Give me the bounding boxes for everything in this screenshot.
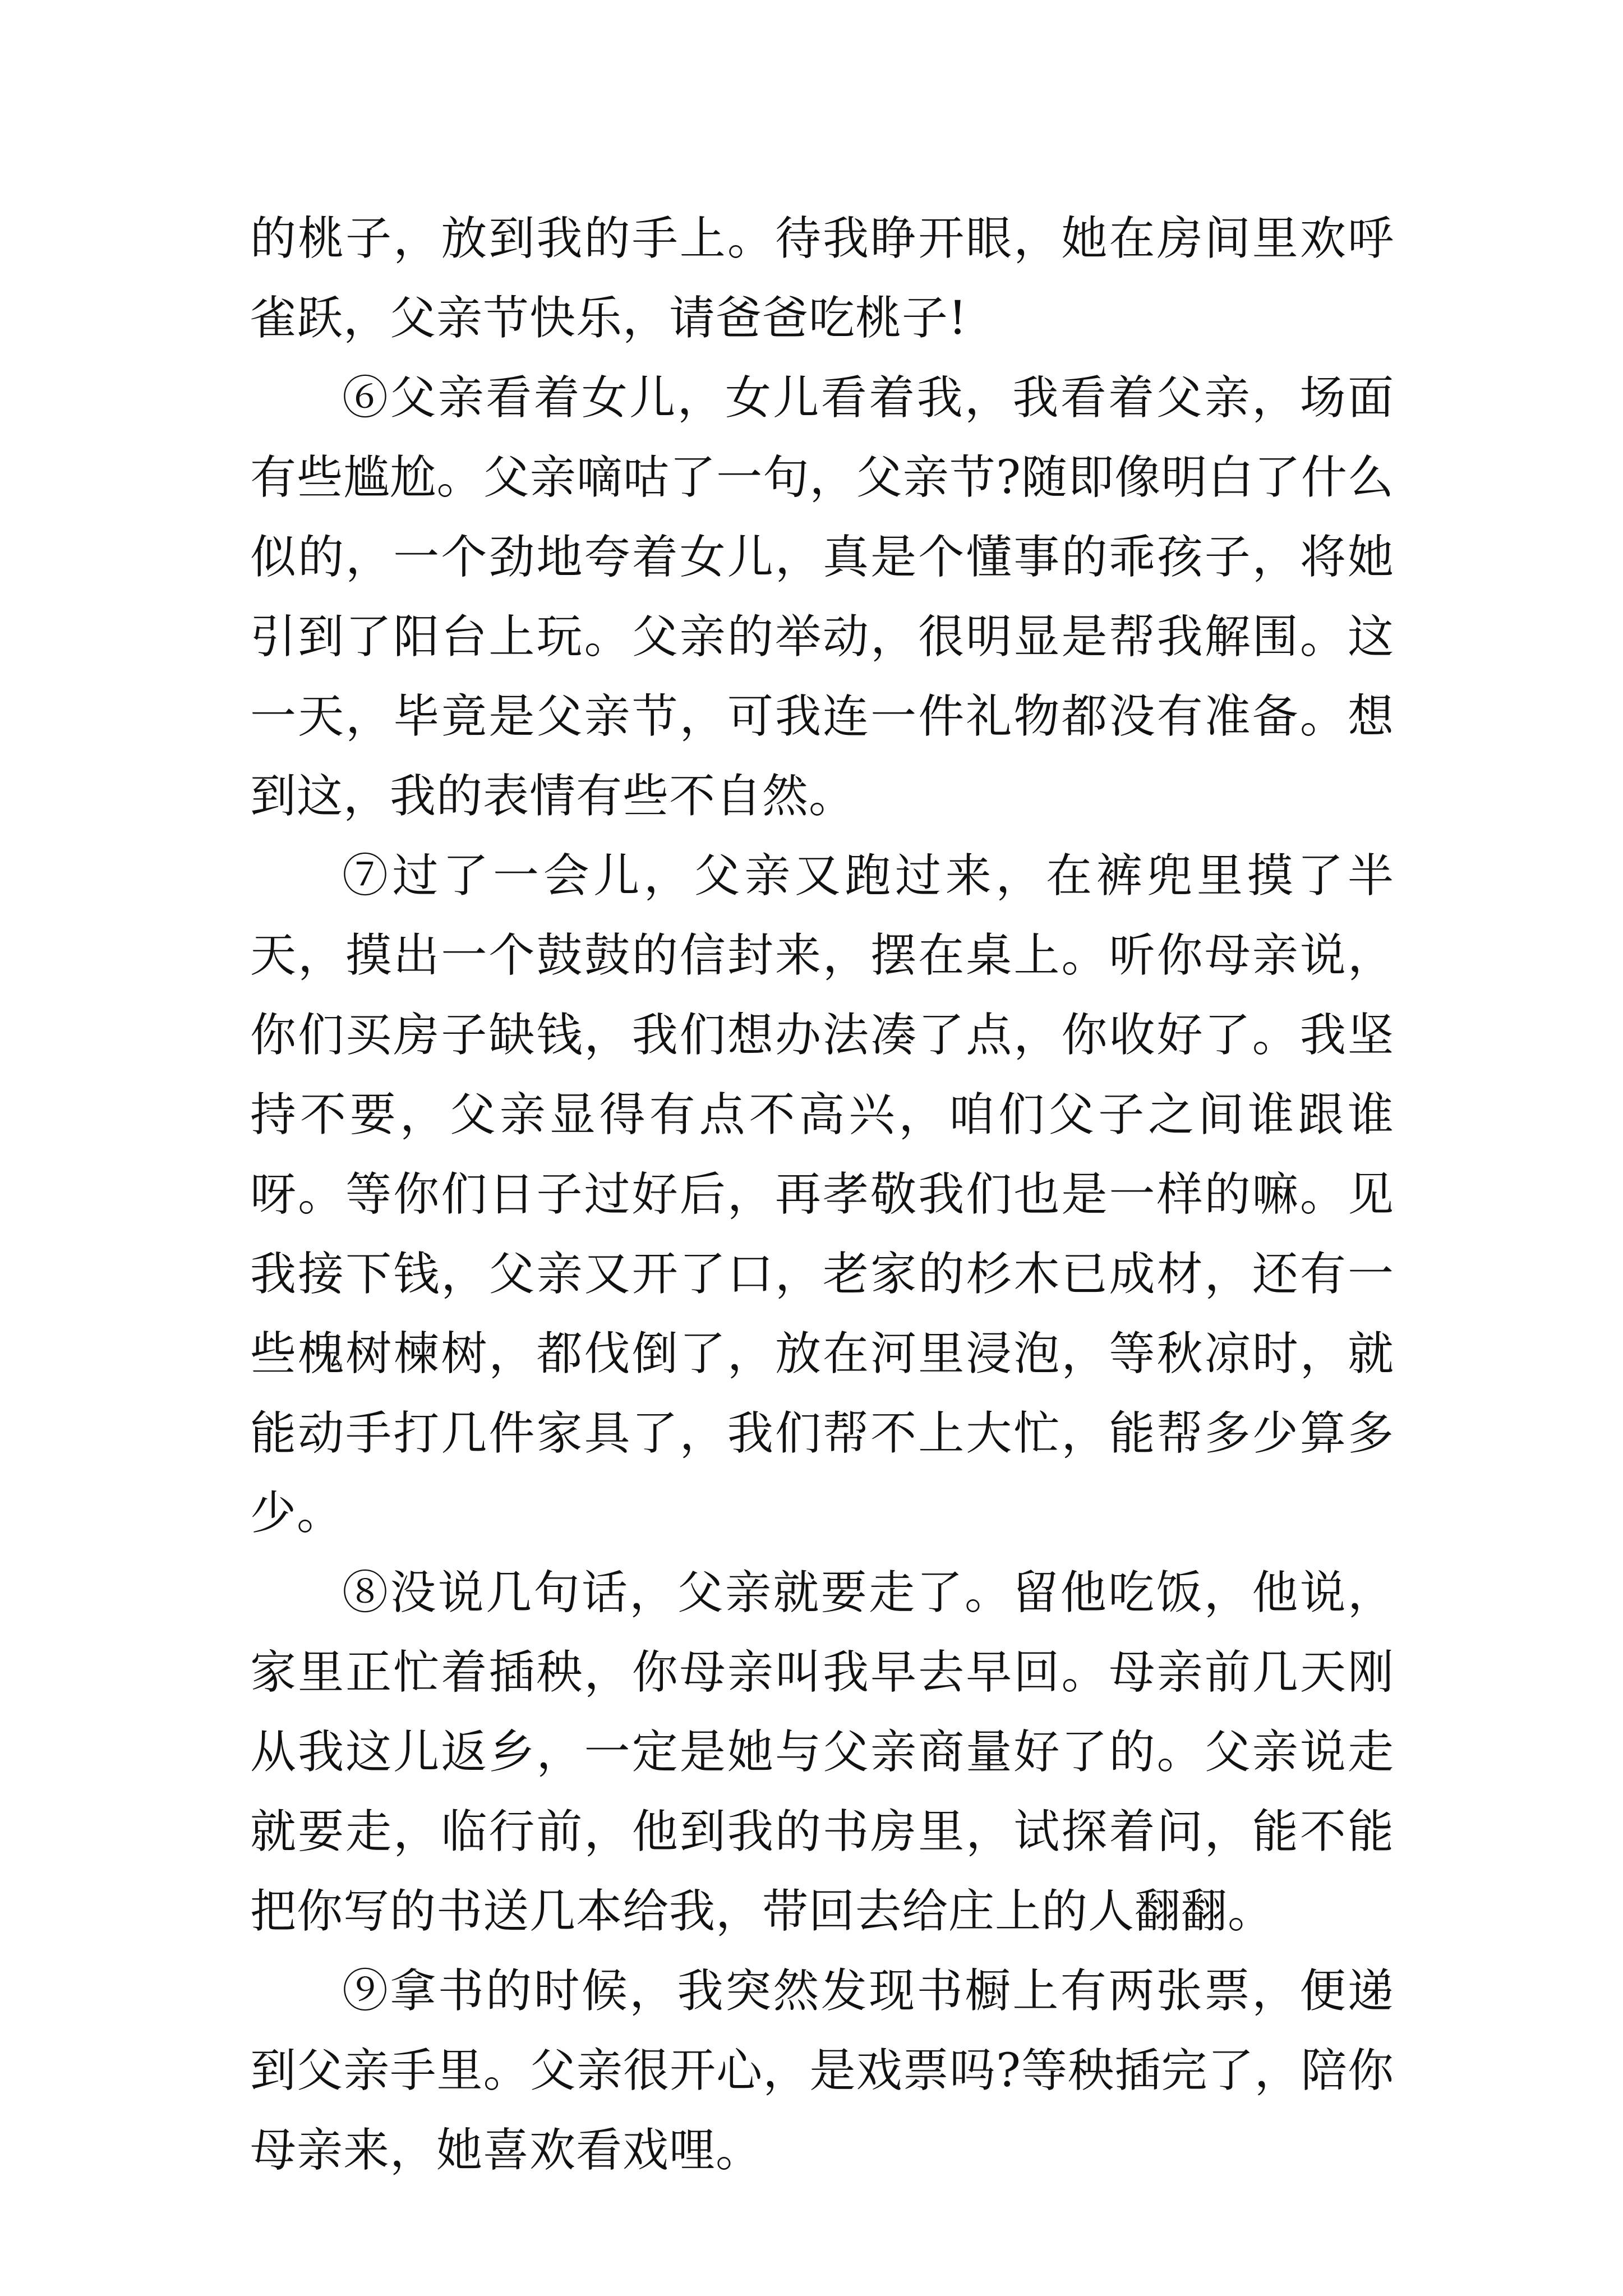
article-body (250, 199, 1394, 2191)
paragraph-7: ⑦过了一会儿，父亲又跑过来，在裤兜里摸了半天，摸出一个鼓鼓的信封来，摆在桌上。听你母亲说，你们买房子缺钱，我们想办法凑了点，你收好了。我坚持不要，父亲显得有点不高兴，咱们父子之间谁跟谁呀。等你们日子过好后，再孝敬我们也是一样的嘛。见我接下钱，父亲又开了口，老家的杉木已成材，还有一些槐树楝树，都伐倒了，放在河里浸泡，等秋凉时，就能动手打几件家具了，我们帮不上大忙，能帮多少算多少。 (250, 849, 1394, 1540)
paragraph-9: ⑨拿书的时候，我突然发现书橱上有两张票，便递到父亲手里。父亲很开心，是戏票吗?等秧插完了，陪你母亲来，她喜欢看戏哩。 (250, 1964, 1394, 2177)
paragraph-8: ⑧没说几句话，父亲就要走了。留他吃饭，他说，家里正忙着插秧，你母亲叫我早去早回。母亲前几天刚从我这儿返乡，一定是她与父亲商量好了的。父亲说走就要走，临行前，他到我的书房里，试探着问，能不能把你写的书送几本给我，带回去给庄上的人翻翻。 (250, 1566, 1394, 1938)
paragraph-continuation: 的桃子，放到我的手上。待我睁开眼，她在房间里欢呼雀跃，父亲节快乐，请爸爸吃桃子! (250, 212, 1394, 345)
paragraph-6: ⑥父亲看着女儿，女儿看着我，我看着父亲，场面有些尴尬。父亲嘀咕了一句，父亲节?随即像明白了什么似的，一个劲地夸着女儿，真是个懂事的乖孩子，将她引到了阳台上玩。父亲的举动，很明显是帮我解围。这一天，毕竟是父亲节，可我连一件礼物都没有准备。想到这，我的表情有些不自然。 (250, 371, 1394, 823)
